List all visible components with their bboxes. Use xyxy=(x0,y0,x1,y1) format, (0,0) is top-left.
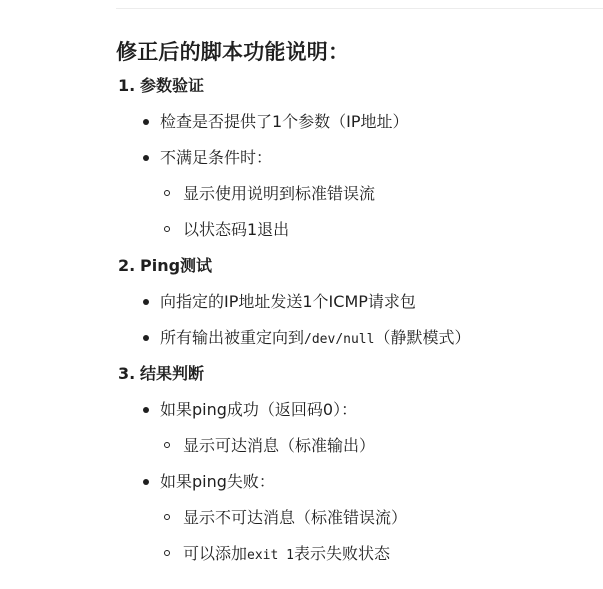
section-title-text: Ping测试 xyxy=(140,256,213,275)
list-item-text: 如果ping成功（返回码0）： xyxy=(160,400,358,419)
section-title-text: 结果判断 xyxy=(140,364,205,383)
section-title-text: 参数验证 xyxy=(140,76,205,95)
bullet-dot xyxy=(143,479,149,485)
sub-list-item xyxy=(116,428,596,464)
sub-list-item-text: 显示不可达消息（标准错误流） xyxy=(183,508,408,527)
list-item-text-before: 所有输出被重定向到 xyxy=(160,328,305,347)
sub-list-item xyxy=(116,536,596,572)
sub-bullet-list xyxy=(116,428,596,464)
list-item xyxy=(116,464,596,500)
sub-list-item-text: 显示使用说明到标准错误流 xyxy=(183,184,376,203)
bullet-dot xyxy=(143,299,149,305)
sub-list-item xyxy=(116,176,596,212)
page-heading: 修正后的脚本功能说明： xyxy=(116,40,350,64)
sub-list-item-text: 以状态码1退出 xyxy=(183,220,290,239)
list-item xyxy=(116,320,596,356)
list-item xyxy=(116,140,596,176)
section-title xyxy=(116,68,596,104)
bullet-list xyxy=(116,464,596,500)
hollow-bullet xyxy=(164,190,170,196)
section-ping-test xyxy=(116,248,596,356)
list-item-text: 向指定的IP地址发送1个ICMP请求包 xyxy=(160,292,416,311)
bullet-dot xyxy=(143,335,149,341)
list-item xyxy=(116,392,596,428)
sub-list-item xyxy=(116,500,596,536)
sub-list-item-text-before: 可以添加 xyxy=(183,544,248,563)
section-number: 3. xyxy=(118,364,136,383)
list-item-text: 如果ping失败： xyxy=(160,472,275,491)
sub-bullet-list xyxy=(116,500,596,572)
bullet-list xyxy=(116,104,596,176)
bullet-dot xyxy=(143,407,149,413)
bullet-dot xyxy=(143,119,149,125)
section-title xyxy=(116,248,596,284)
list-item-text: 不满足条件时： xyxy=(160,148,273,167)
list-item-text-after: （静默模式） xyxy=(374,328,471,347)
list-item xyxy=(116,284,596,320)
bullet-list xyxy=(116,392,596,428)
hollow-bullet xyxy=(164,514,170,520)
hollow-bullet xyxy=(164,226,170,232)
list-item-text: 检查是否提供了1个参数（IP地址） xyxy=(160,112,409,131)
section-number: 1. xyxy=(118,76,136,95)
sub-list-item-text-after: 表示失败状态 xyxy=(293,544,390,563)
hollow-bullet xyxy=(164,442,170,448)
section-number: 2. xyxy=(118,256,136,275)
top-divider xyxy=(116,8,603,9)
explanation-content xyxy=(116,36,596,572)
inline-code: /dev/null xyxy=(304,332,375,347)
list-item xyxy=(116,104,596,140)
bullet-dot xyxy=(143,155,149,161)
sub-bullet-list xyxy=(116,176,596,248)
inline-code: exit 1 xyxy=(247,548,294,563)
sub-list-item-text: 显示可达消息（标准输出） xyxy=(183,436,376,455)
section-result-judgment xyxy=(116,356,596,572)
sub-list-item xyxy=(116,212,596,248)
section-parameter-validation xyxy=(116,68,596,248)
hollow-bullet xyxy=(164,550,170,556)
bullet-list xyxy=(116,284,596,356)
section-list xyxy=(116,68,596,572)
section-title xyxy=(116,356,596,392)
